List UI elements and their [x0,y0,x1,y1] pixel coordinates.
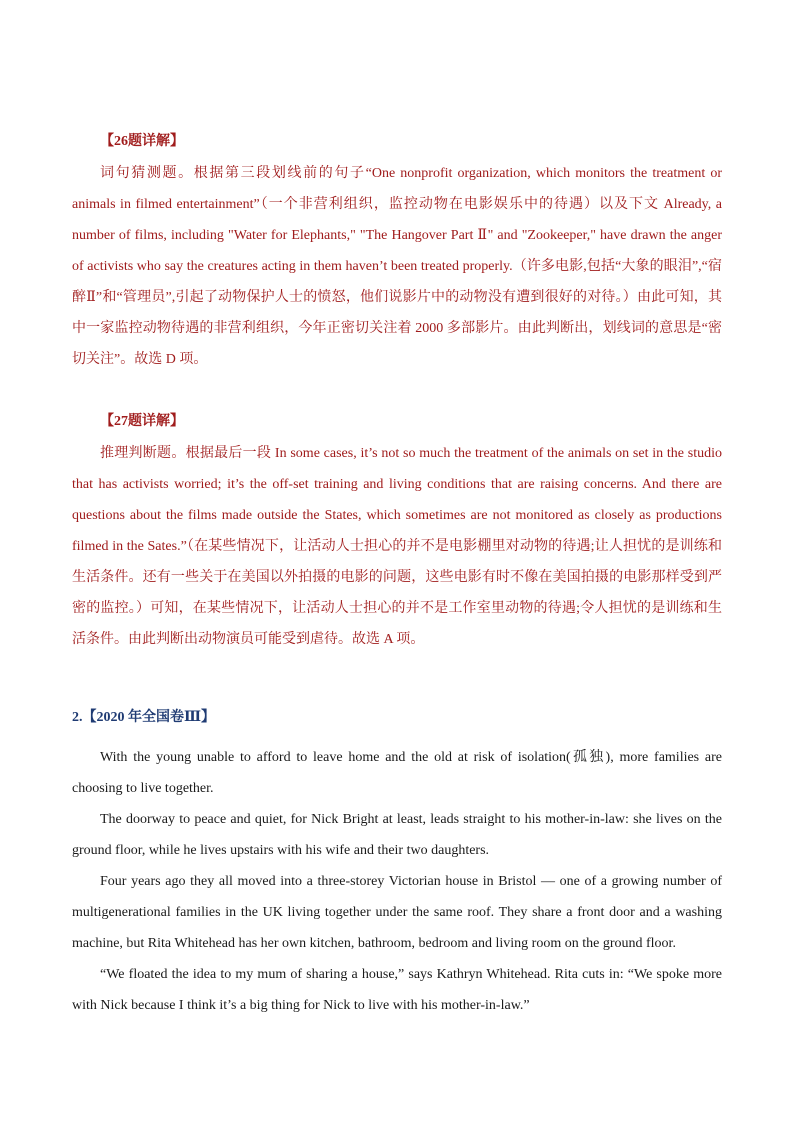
passage-section [72,708,722,1021]
q27-explanation: 推理判断题。根据最后一段 In some cases, it’s not so much the treatment of the animals on set in the studio that has activists worried; it’s the off-set training and living conditions that are raising concerns. And there are questions about the films made outside the States, which sometimes are not monitored as closely as productions filmed in the Sates.”（在某些情况下，让活动人士担心的并不是电影棚里对动物的待遇;让人担忧的是训练和生活条件。还有一些关于在美国以外拍摄的电影的问题，这些电影有时不像在美国拍摄的电影那样受到严密的监控。）可知，在某些情况下，让活动人士担心的并不是工作室里动物的待遇;令人担忧的是训练和生活条件。由此判断出动物演员可能受到虐待。故选 A 项。 [72,446,722,647]
passage-paragraph: With the young unable to afford to leave home and the old at risk of isolation(孤独), more families are choosing to live together. [72,750,722,796]
q26-section [72,132,722,375]
q27-heading: 【27题详解】 [100,414,184,429]
section-title: 2.【2020 年全国卷Ⅲ】 [72,710,216,725]
q26-heading: 【26题详解】 [100,134,184,149]
passage-paragraph: Four years ago they all moved into a three-storey Victorian house in Bristol — one of a growing number of multigenerational families in the UK living together under the same roof. They share a front door and a washing machine, but Rita Whitehead has her own kitchen, bathroom, bedroom and living room on the ground floor. [72,874,722,951]
passage-body [72,742,722,1021]
passage-paragraph: The doorway to peace and quiet, for Nick Bright at least, leads straight to his mother-in-law: she lives on the ground floor, while he lives upstairs with his wife and their two daughters. [72,812,722,858]
q27-section [72,412,722,655]
passage-paragraph: “We floated the idea to my mum of sharing a house,” says Kathryn Whitehead. Rita cuts in: “We spoke more with Nick because I think it’s a big thing for Nick to live with his mother-in-law.” [72,967,722,1013]
q26-explanation: 词句猜测题。根据第三段划线前的句子“One nonprofit organization, which monitors the treatment or animals in filmed entertainment”（一个非营利组织，监控动物在电影娱乐中的待遇）以及下文 Already, a number of films, including "Water for Elephants," "The Hangover Part Ⅱ" and "Zookeeper," have drawn the anger of activists who say the creatures acting in them haven’t been treated properly.（许多电影,包括“大象的眼泪”,“宿醉Ⅱ”和“管理员”,引起了动物保护人士的愤怒，他们说影片中的动物没有遭到很好的对待。）由此可知，其中一家监控动物待遇的非营利组织，今年正密切关注着 2000 多部影片。由此判断出，划线词的意思是“密切关注”。故选 D 项。 [72,166,722,367]
